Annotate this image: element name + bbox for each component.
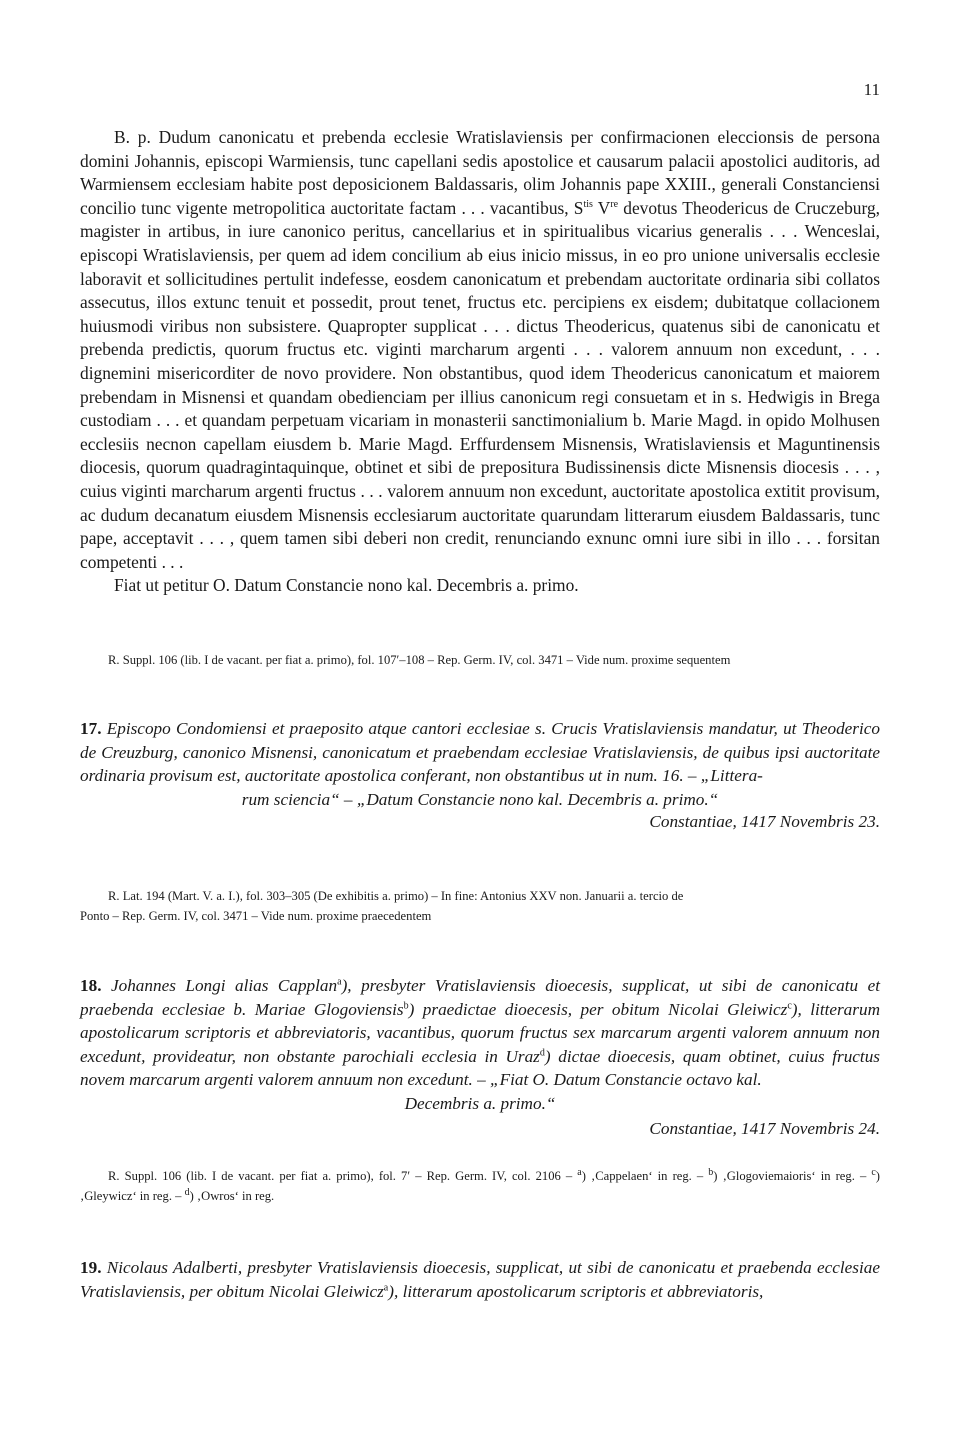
entry-17-date: Constantiae, 1417 Novembris 23. [649,812,880,831]
entry-16-paragraph [80,126,880,574]
footnote-mark: b [708,1166,714,1178]
entry-17-note [80,886,880,926]
footnote-mark: b [403,999,409,1011]
entry-18-regest [80,974,880,1115]
note-part: ) ‚Cappelaen‘ in reg. – [581,1169,709,1183]
entry-16-note [80,650,880,670]
entry-19-number: 19. [80,1258,102,1277]
entry-16-fiat: Fiat ut petitur O. Datum Constancie nono kal. Decembris a. primo. [114,575,579,596]
entry-17-regest [80,717,880,811]
note-text: Ponto – Rep. Germ. IV, col. 3471 – Vide num. proxime praecedentem [80,909,432,923]
note-part: R. Suppl. 106 (lib. I de vacant. per fiat a. primo), fol. 7′ – Rep. Germ. IV, col. 2106 – [108,1169,578,1183]
footnote-mark: a [337,976,342,988]
entry-18-text: ), presbyter Vratislaviensis dioecesis, supplicat, ut sibi de canonicatu et praebenda ecclesiae b. Mariae Glogoviensis [80,976,881,1019]
entry-16-text [80,126,880,598]
entry-18-number: 18. [80,976,102,995]
entry-17-text-center: rum sciencia“ – „Datum Constancie nono kal. Decembris a. primo.“ [241,789,719,809]
entry-18-text-center: Decembris a. primo.“ [404,1093,556,1113]
entry-19-text: Nicolaus Adalberti, presbyter Vratislaviensis dioecesis, supplicat, ut sibi de canonicatu et praebenda ecclesiae Vratislaviensis, per obitum Nicolai Gleiwicz [80,1258,880,1301]
entry-19-text: ), litterarum apostolicarum scriptoris et abbreviatoris, [388,1281,764,1301]
entry-16-text-part: devotus Theodericus de Cruczeburg, magister in artibus, in iure canonico peritus, cancellarius et in spiritualibus vicarius generalis . . . Wenceslai, episcopi Wratislaviensis, per quem ad idem concilium ab eius inicio missus, in eo pro unione universalis ecclesie laboravit et sollicitudines pertulit indefesse, eosdem canonicatum et prebendam auctoritate ordinaria sibi collatos assecutus, illos extunc tenuit et possedit, prout tenet, fructus etc. percipiens ex eisdem; dubitatque collacionem huiusmodi viribus non subsistere. Quapropter supplicat . . . dictus Theodericus, quatenus sibi de canonicatu et prebenda predictis, quorum fructus etc. viginti marcharum argenti . . . valorem annuum non excedunt, . . . dignemini misericorditer de novo providere. Non obstantibus, quod idem Theodericus canonicatum et maiorem prebendam in Misnensi et quandam obedienciam per illius canonicum regi consuetam et in s. Hedwigis in Brega custodiam . . . et quandam perpetuam vicariam in monasterii sanctimonialium b. Marie Magd. in opido Molhusen ecclesiis necnon capellam eiusdem b. Marie Magd. Erffurdensem Misnensis, Wratislaviensis et Maguntinensis diocesis, quorum quadragintaquinque, obtinet et sibi de prepositura Budissinensis dicte Misnensis diocesis . . . , cuius viginti marcharum argenti fructus . . . valorem annuum non excedunt, auctoritate apostolica extitit provisum, ac dudum decanatum eiusdem Misnensis ecclesiarum auctoritate quarundam litterarum eiusdem Baldassaris, tunc pape, acceptavit . . . , quem tamen sibi deberi non credit, renunciando exnunc omni iure sibi in illo . . . forsitan competenti . . . [80,197,881,572]
note-part: ) ‚Glogoviemaioris‘ in reg. – [713,1169,872,1183]
entry-18-text: ) praedictae dioecesis, per obitum Nicolai Gleiwicz [408,999,788,1019]
note-text: R. Suppl. 106 (lib. I de vacant. per fiat a. primo), fol. 107′–108 – Rep. Germ. IV, col. 3471 – Vide num. proxime sequentem [108,653,731,667]
footnote-mark: d [539,1046,545,1058]
note-part: ) ‚Owros‘ in reg. [189,1189,275,1203]
footnote-mark: c [787,999,792,1011]
page-number: 11 [863,80,880,99]
entry-17-number: 17. [80,719,102,738]
entry-18-note [80,1166,880,1206]
entry-17-text: Episcopo Condomiensi et praeposito atque cantori ecclesiae s. Crucis Vratislaviensis mandatur, ut Theoderico de Creuzburg, canonico Misnensi, canonicatum et praebendam ecclesiae Vratislaviensis, de quibus ipsi auctoritate ordinaria provisum est, auctoritate apostolica conferant, non obstantibus ut in num. 16. – „Littera- [80,719,880,785]
entry-16-text-part: B. p. Dudum canonicatu et prebenda ecclesie Wratislaviensis per confirmacionen eleccionsis de persona domini Johannis, episcopi Warmiensis, tunc capellani sedis apostolice et causarum palacii apostolici auditoris, ad Warmiensem ecclesiam habite post deposicionem Baldassaris, olim Johannis pape XXIII., generali Constanciensi concilio tunc vigente metropolitica auctoritate factam . . . vacantibus, S [80,127,880,218]
note-text [80,1166,880,1206]
footnote-mark: d [184,1186,190,1198]
footnote-mark: c [871,1166,876,1178]
entry-18-text: Johannes Longi alias Capplan [101,976,338,995]
note-part: ) ‚Gleywicz‘ in reg. – [80,1169,880,1203]
entry-18-text: ), litterarum apostolicarum scriptoris et abbreviatoris, vacantibus, quorum fructus sex marcarum argenti valorem annuum non excedunt, provideatur, non obstante parochiali ecclesia in Uraz [80,999,880,1066]
superscript: tis [583,198,593,210]
footnote-mark: a [383,1281,389,1293]
entry-18-date: Constantiae, 1417 Novembris 24. [649,1119,880,1138]
superscript: re [610,198,619,210]
entry-18-text: ) dictae dioecesis, quam obtinet, cuius fructus novem marcarum argenti valorem annuum non excedunt. – „Fiat O. Datum Constancie octavo kal. [80,1046,880,1089]
entry-19-regest [80,1256,880,1303]
entry-16-text-part: V [592,197,611,218]
note-text: R. Lat. 194 (Mart. V. a. I.), fol. 303–305 (De exhibitis a. primo) – In fine: Antonius XXV non. Januarii a. tercio de [108,889,684,903]
footnote-mark: a [577,1166,582,1178]
